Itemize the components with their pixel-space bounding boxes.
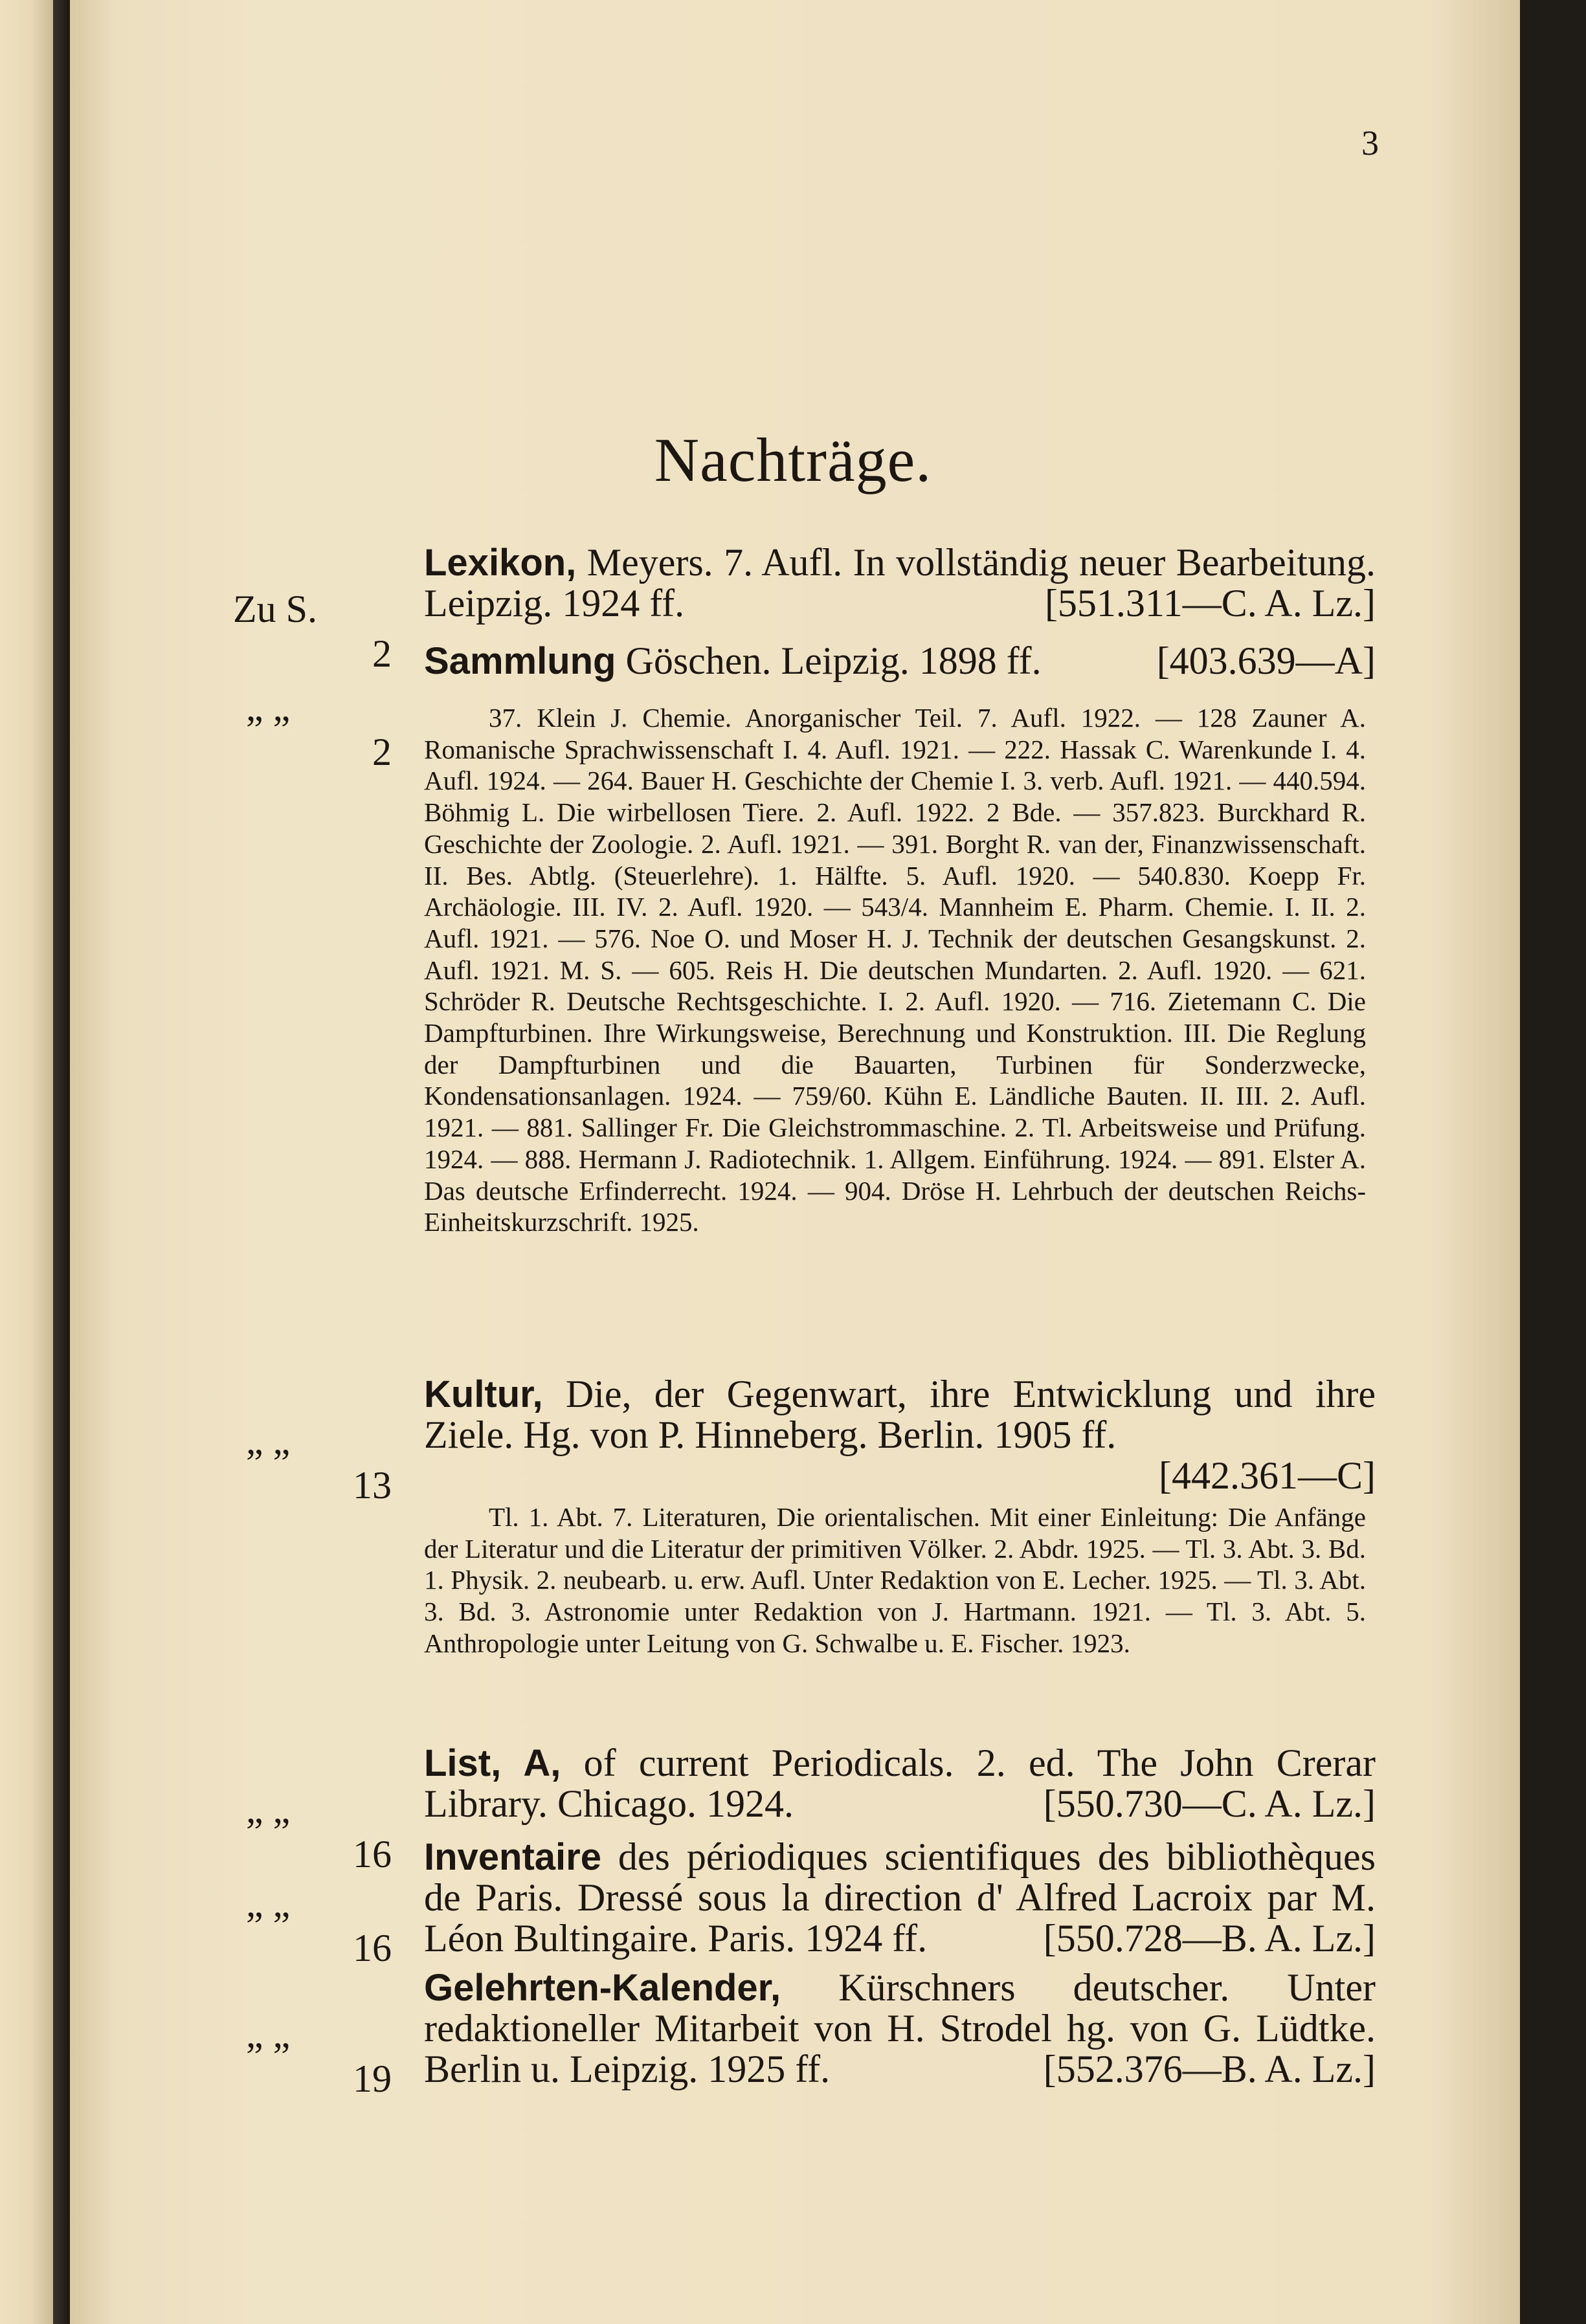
ref-prefix: „ „ [246,1788,291,1831]
volume-item: Sallinger Fr. Die Gleichstrommaschine. 2. Tl. Arbeitsweise und Prüfung. 1924. — 888. [424,1112,1367,1174]
volume-item: Bauer H. Geschichte der Chemie I. 3. verb. Aufl. 1921. — 440.594. [641,766,1367,796]
series-volumes [424,1501,1366,1659]
volume-item: Noe O. und Moser H. J. Technik der deutschen Gesangskunst. 2. Aufl. 1921. M. S. — 605. [424,923,1367,985]
ref-prefix: „ „ [246,1419,291,1462]
volume-item: Schröder R. Deutsche Rechtsgeschichte. I. 2. Aufl. 1920. — 716. [424,986,1157,1017]
entry-heading: Lexikon, [424,542,577,584]
entry-heading: Gelehrten-Kalender, [424,1967,781,2009]
entry-body: of current Periodicals. 2. ed. The John Crerar Library. Chicago. 1924. [424,1742,1376,1825]
shelf-signature: [551.311—C. A. Lz.] [1044,582,1376,625]
ref-prefix: „ „ [246,1882,291,1925]
entry-heading: List, A, [424,1742,561,1784]
volume-item: Zietemann C. Die Dampfturbinen. Ihre Wirkungsweise, Berechnung und Konstruktion. III. Die Reglung der Dampfturbinen und die Bauarten, Turbinen für Sonderzwecke, Kondensationsanlagen. 1924. — 759/60. [424,986,1367,1111]
entry-text [424,1374,1376,1496]
volume-item: Dröse H. Lehrbuch der deutschen Reichs-Einheitskurzschrift. 1925. [424,1175,1367,1237]
page-reference [0,641,392,819]
volume-item: Zauner A. Romanische Sprachwissenschaft I. 4. Aufl. 1921. — 222. [424,703,1367,764]
shelf-signature: [550.728—B. A. Lz.] [1043,1917,1376,1960]
volume-item: Borght R. van der, Finanzwissenschaft. II. Bes. Abtlg. (Steuerlehre). 1. Hälfte. 5. Aufl. 1920. — 540.830. [424,828,1367,891]
entry-text [424,1837,1376,1959]
entry-body: Meyers. 7. Aufl. In vollständig neuer Bearbeitung. Leipzig. 1924 ff. [424,541,1376,625]
ref-prefix: Zu S. [233,588,318,630]
page-reference [0,1374,392,1553]
ref-page: 2 [372,731,392,773]
shelf-signature: [442.361—C] [1159,1454,1376,1497]
volume-item: Hermann J. Radiotechnik. 1. Allgem. Einführung. 1924. — 891. [578,1144,1266,1174]
entry-body: Göschen. Leipzig. 1898 ff. [625,639,1042,682]
entry-heading: Sammlung [424,640,616,682]
entry-heading: Kultur, [424,1373,543,1415]
volume-item: Elster A. Das deutsche Erfinderrecht. 1924. — 904. [424,1144,1366,1206]
ref-prefix: „ „ [246,2013,291,2055]
shelf-signature: [550.730—C. A. Lz.] [1043,1782,1376,1825]
ref-page: 19 [353,2057,392,2100]
page-reference [0,1967,392,2146]
volume-item: Burckhard R. Geschichte der Zoologie. 2. Aufl. 1921. — 391. [424,797,1366,859]
entry-body: Die, der Gegenwart, ihre Entwicklung und ihre Ziele. Hg. von P. Hinneberg. Berlin. 1905 ff. [424,1373,1376,1456]
ref-page: 2 [372,632,392,675]
volume-item: Kühn E. Ländliche Bauten. II. III. 2. Aufl. 1921. — 881. [424,1081,1366,1143]
volume-item: Mannheim E. Pharm. Chemie. I. II. 2. Aufl. 1921. — 576. [424,892,1367,953]
ref-prefix: „ „ [246,686,291,729]
shelf-signature: [403.639—A] [1156,639,1376,682]
page-title: Nachträge. [654,425,932,494]
entry-text [424,1743,1376,1824]
volume-item: Hassak C. Warenkunde I. 4. Aufl. 1924. — 264. [424,734,1367,796]
ref-page: 16 [353,1927,392,1969]
volume-item: Reis H. Die deutschen Mundarten. 2. Aufl. 1920. — 621. [726,955,1366,985]
volume-item: Böhmig L. Die wirbellosen Tiere. 2. Aufl. 1922. 2 Bde. — 357.823. [424,797,1205,828]
series-volumes [424,702,1366,1238]
volume-item: — Tl. 3. Abt. 3. Bd. 3. Astronomie unter Redaktion von J. Hartmann. 1921. [424,1565,1366,1627]
volume-item: — Tl. 3. Abt. 3. Bd. 1. Physik. 2. neubearb. u. erw. Aufl. Unter Redaktion von E. Lecher. 1925. [424,1533,1366,1595]
entry-text [424,1967,1376,2090]
entry-heading: Inventaire [424,1836,601,1878]
ref-page: 13 [353,1464,392,1507]
entry-body: Kürschners deutscher. Unter redaktioneller Mitarbeit von H. Strodel hg. von G. Lüdtke. Berlin u. Leipzig. 1925 ff. [424,1966,1376,2090]
ref-page: 16 [353,1833,392,1876]
volume-item: Koepp Fr. Archäologie. III. IV. 2. Aufl. 1920. — 543/4. [424,860,1366,922]
volume-item: 37. Klein J. Chemie. Anorganischer Teil. 7. Aufl. 1922. — 128 [489,703,1237,733]
entry-body: des périodiques scientifiques des bibliothèques de Paris. Dressé sous la direction d' Alfred Lacroix par M. Léon Bultingaire. Paris. 1924 ff. [424,1835,1376,1960]
volume-item: Tl. 1. Abt. 7. Literaturen, Die orientalischen. Mit einer Einleitung: Die Anfänge der Literatur und die Literatur der primitiven Völker. 2. Abdr. 1925. [424,1502,1366,1564]
volume-item: — Tl. 3. Abt. 5. Anthropologie unter Leitung von G. Schwalbe u. E. Fischer. 1923. [424,1597,1367,1658]
entry-text [424,542,1376,624]
entry-text [424,641,1376,681]
page-number: 3 [1361,124,1379,162]
shelf-signature: [552.376—B. A. Lz.] [1043,2048,1376,2090]
